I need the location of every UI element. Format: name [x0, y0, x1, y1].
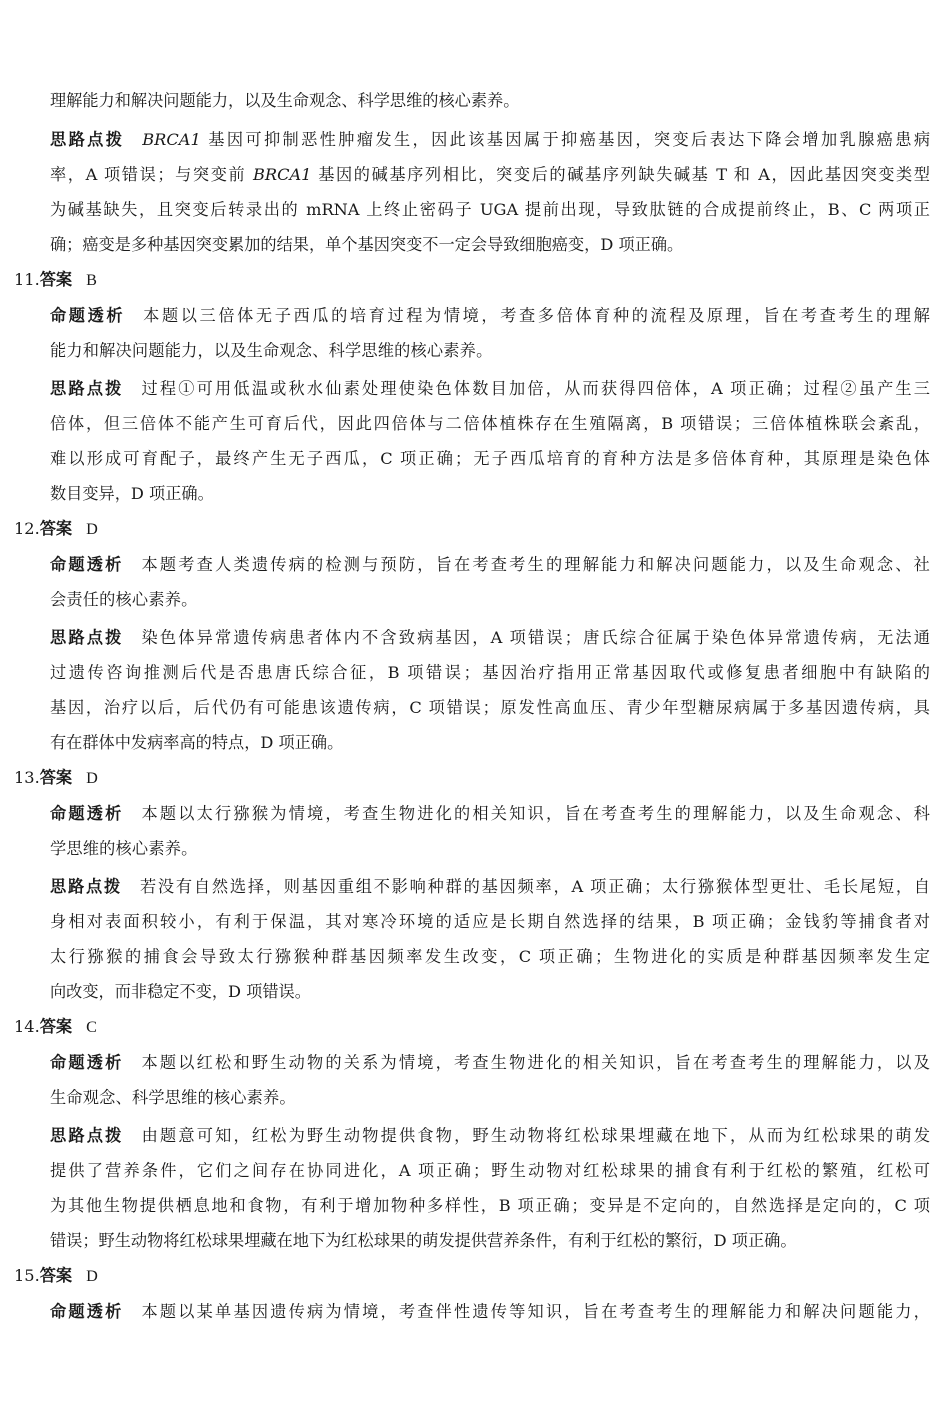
q10-analysis-label: 思路点拨 — [50, 130, 125, 149]
q12-analysis-line: 过遗传咨询推测后代是否患唐氏综合征，B 项错误；基因治疗指用正常基因取代或修复患者细胞中有缺陷的 — [50, 663, 930, 682]
q12-analysis-line: 基因，治疗以后，后代仍有可能患该遗传病，C 项错误；原发性高血压、青少年型糖尿病属于多基因遗传病，具 — [50, 698, 930, 717]
q12-analysis-text: 染色体异常遗传病患者体内不含致病基因，A 项错误；唐氏综合征属于染色体异常遗传病，无法通 — [141, 628, 930, 647]
q14-intro-line: 生命观念、科学思维的核心素养。 — [50, 1088, 296, 1107]
answer-label: 答案 — [39, 270, 73, 289]
q11-intro-text: 本题以三倍体无子西瓜的培育过程为情境，考查多倍体育种的流程及原理，旨在考查考生的理解 — [143, 306, 930, 325]
q10-analysis-text: 基因的碱基序列相比，突变后的碱基序列缺失碱基 T 和 A，因此基因突变类型 — [311, 165, 930, 184]
q11-analysis-line — [50, 374, 930, 404]
q14-intro-line — [50, 1048, 930, 1078]
answer-value: D — [86, 1267, 98, 1285]
intro-label: 命题透析 — [50, 555, 124, 574]
q14-number: 14. — [14, 1017, 40, 1036]
q12-answer — [14, 514, 314, 544]
q12-analysis-line — [50, 623, 930, 653]
q14-answer — [14, 1012, 314, 1042]
q12-intro-line — [50, 550, 930, 580]
q15-answer — [14, 1261, 314, 1291]
intro-label: 命题透析 — [50, 1302, 124, 1321]
answer-value: C — [86, 1018, 97, 1036]
analysis-label: 思路点拨 — [50, 379, 124, 398]
q14-analysis-line — [50, 1121, 930, 1151]
analysis-label: 思路点拨 — [50, 877, 122, 896]
q15-intro-line — [50, 1297, 930, 1327]
q11-intro-line: 能力和解决问题能力，以及生命观念、科学思维的核心素养。 — [50, 341, 493, 360]
q11-intro-line — [50, 301, 930, 331]
q12-intro-line: 会责任的核心素养。 — [50, 590, 198, 609]
q14-intro-text: 本题以红松和野生动物的关系为情境，考查生物进化的相关知识，旨在考查考生的理解能力，以及 — [141, 1053, 930, 1072]
gene-name: BRCA1 — [253, 165, 312, 184]
q11-analysis-line: 倍体，但三倍体不能产生可育后代，因此四倍体与二倍体植株存在生殖隔离，B 项错误；三倍体植株联会紊乱， — [50, 414, 930, 433]
q11-analysis-text: 过程①可用低温或秋水仙素处理使染色体数目加倍，从而获得四倍体，A 项正确；过程②虽产生三 — [141, 379, 930, 398]
intro-label: 命题透析 — [50, 306, 126, 325]
answer-value: D — [86, 769, 98, 787]
q10-analysis-line: 确；癌变是多种基因突变累加的结果，单个基因突变不一定会导致细胞癌变，D 项正确。 — [50, 235, 684, 254]
q13-intro-line — [50, 799, 930, 829]
q12-number: 12. — [14, 519, 40, 538]
q11-answer — [14, 265, 314, 295]
q10-analysis-text: 率，A 项错误；与突变前 — [50, 165, 254, 184]
q13-analysis-line — [50, 872, 930, 902]
intro-label: 命题透析 — [50, 804, 124, 823]
q14-analysis-line: 错误；野生动物将红松球果埋藏在地下为红松球果的萌发提供营养条件，有利于红松的繁衍，D 项正确。 — [50, 1231, 797, 1250]
q15-intro-text: 本题以某单基因遗传病为情境，考查伴性遗传等知识，旨在考查考生的理解能力和解决问题能力， — [141, 1302, 930, 1321]
answer-value: D — [86, 520, 98, 538]
q11-analysis-line: 数目变异，D 项正确。 — [50, 484, 214, 503]
q13-intro-text: 本题以太行猕猴为情境，考查生物进化的相关知识，旨在考查考生的理解能力，以及生命观念、科 — [141, 804, 930, 823]
answer-label: 答案 — [39, 1266, 73, 1285]
q13-analysis-text: 若没有自然选择，则基因重组不影响种群的基因频率，A 项正确；太行猕猴体型更壮、毛长尾短，自 — [139, 877, 930, 896]
q11-number: 11. — [14, 270, 40, 289]
analysis-label: 思路点拨 — [50, 1126, 124, 1145]
gene-name: BRCA1 — [142, 130, 201, 149]
q13-number: 13. — [14, 768, 40, 787]
answer-label: 答案 — [39, 519, 73, 538]
intro-label: 命题透析 — [50, 1053, 124, 1072]
paragraph-line: 理解能力和解决问题能力，以及生命观念、科学思维的核心素养。 — [50, 91, 520, 110]
q13-answer — [14, 763, 314, 793]
q10-analysis-text: 基因可抑制恶性肿瘤发生，因此该基因属于抑癌基因，突变后表达下降会增加乳腺癌患病 — [208, 130, 930, 149]
q10-analysis-line: 为碱基缺失，且突变后转录出的 mRNA 上终止密码子 UGA 提前出现，导致肽链的合成提前终止，B、C 两项正 — [50, 200, 930, 219]
answer-value: B — [86, 271, 97, 289]
q10-analysis-line — [50, 160, 930, 190]
q13-analysis-line: 向改变，而非稳定不变，D 项错误。 — [50, 982, 311, 1001]
q14-analysis-text: 由题意可知，红松为野生动物提供食物，野生动物将红松球果埋藏在地下，从而为红松球果的萌发 — [141, 1126, 930, 1145]
q14-analysis-line: 提供了营养条件，它们之间存在协同进化，A 项正确；野生动物对红松球果的捕食有利于红松的繁殖，红松可 — [50, 1161, 930, 1180]
q11-analysis-line: 难以形成可育配子，最终产生无子西瓜，C 项正确；无子西瓜培育的育种方法是多倍体育种，其原理是染色体 — [50, 449, 930, 468]
answer-label: 答案 — [39, 768, 73, 787]
q14-analysis-line: 为其他生物提供栖息地和食物，有利于增加物种多样性，B 项正确；变异是不定向的，自然选择是定向的，C 项 — [50, 1196, 930, 1215]
q12-intro-text: 本题考查人类遗传病的检测与预防，旨在考查考生的理解能力和解决问题能力，以及生命观念、社 — [141, 555, 930, 574]
analysis-label: 思路点拨 — [50, 628, 124, 647]
q12-analysis-line: 有在群体中发病率高的特点，D 项正确。 — [50, 733, 344, 752]
q15-number: 15. — [14, 1266, 40, 1285]
q13-analysis-line: 身相对表面积较小，有利于保温，其对寒冷环境的适应是长期自然选择的结果，B 项正确；金钱豹等捕食者对 — [50, 912, 930, 931]
q10-analysis-line — [50, 125, 930, 155]
q13-intro-line: 学思维的核心素养。 — [50, 839, 198, 858]
answer-label: 答案 — [39, 1017, 73, 1036]
q13-analysis-line: 太行猕猴的捕食会导致太行猕猴种群基因频率发生改变，C 项正确；生物进化的实质是种群基因频率发生定 — [50, 947, 930, 966]
